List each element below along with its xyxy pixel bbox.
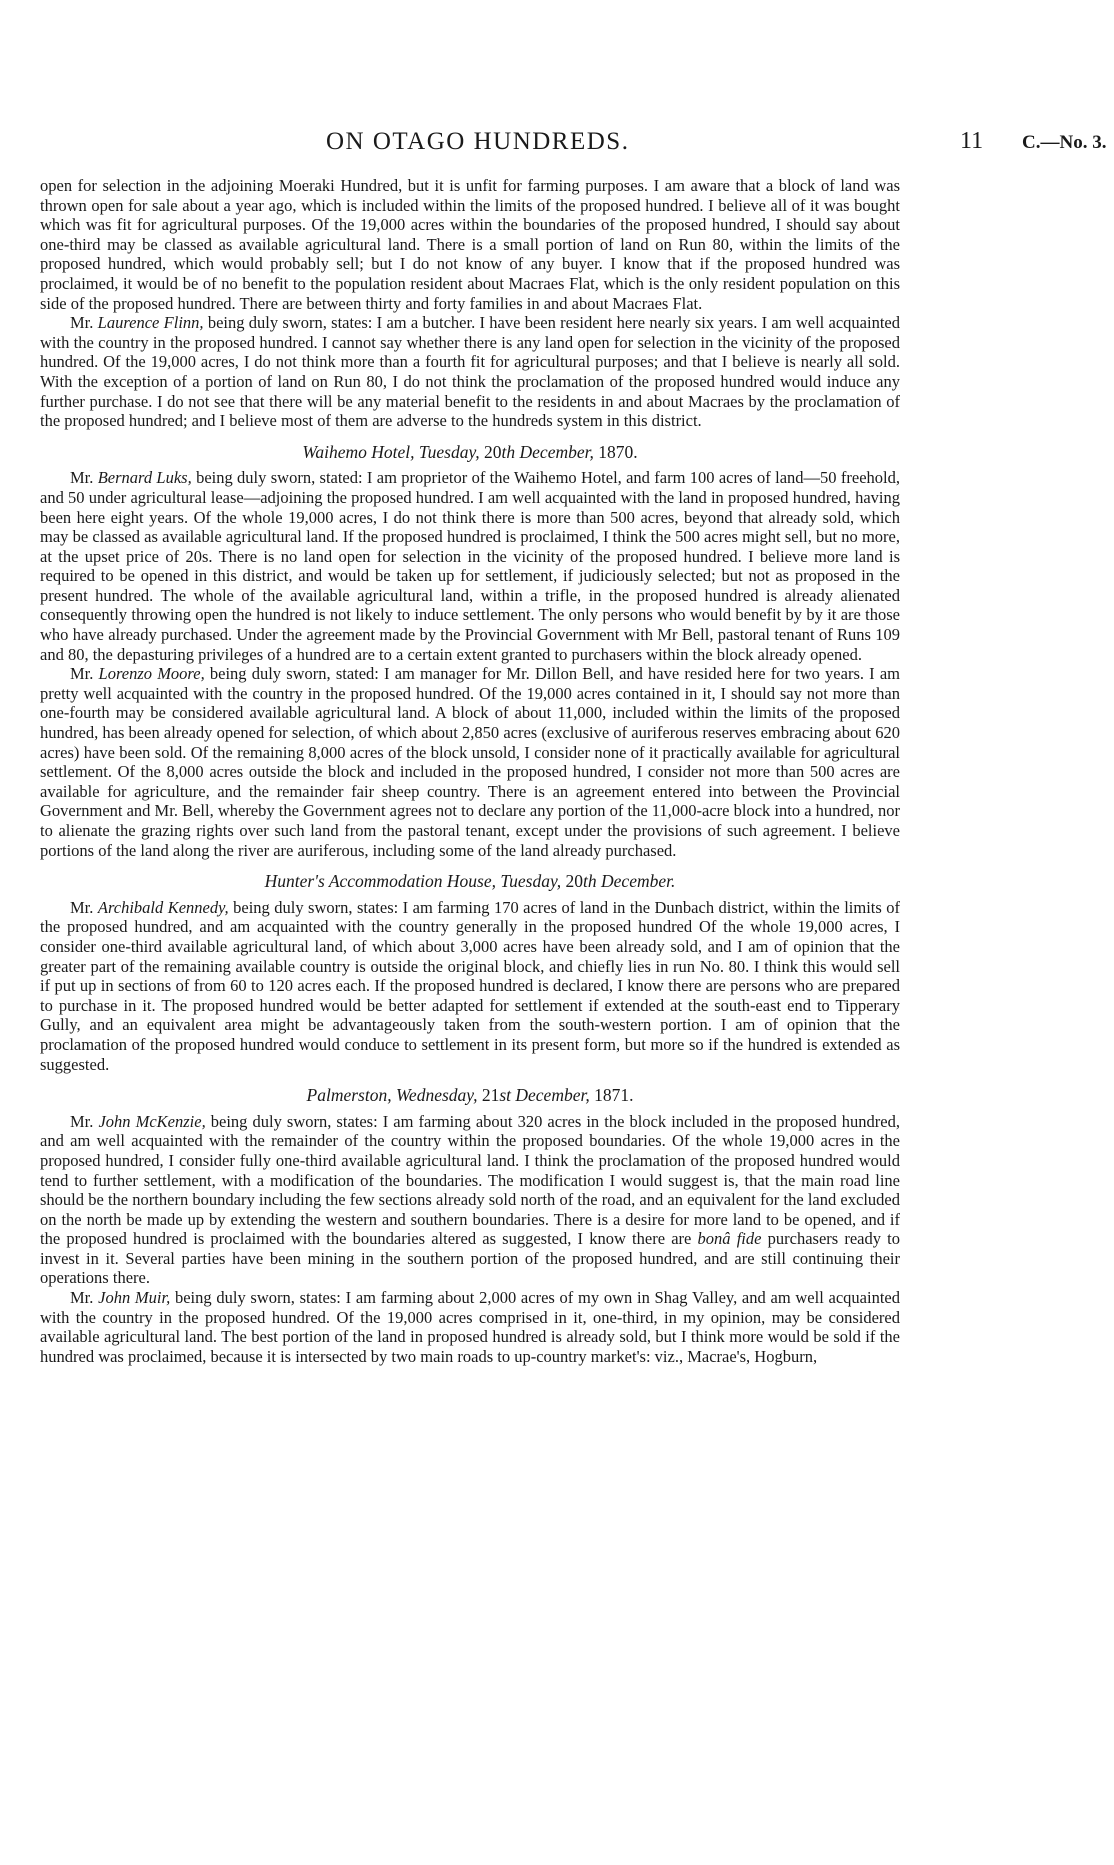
section-heading: Waihemo Hotel, Tuesday, 20th December, 1870. <box>302 441 638 462</box>
paragraph-kennedy: Mr. Archibald Kennedy, being duly sworn, states: I am farming 170 acres of land in the Dunbach district, within the limits of the proposed hundred, and am acquainted with the country generally in the proposed hundred Of the whole 19,000 acres, I consider one-third available agricultural land, of which about 3,000 acres have been already sold, and I am of opinion that the greater part of the remaining available country is outside the original block, and chiefly lies in run No. 80. I think this would sell if put up in sections of from 60 to 120 acres each. If the proposed hundred is declared, I know there are persons who are prepared to purchase in it. The proposed hundred would be better adapted for settlement if extended at the south-east end to Tipperary Gully, and an equivalent area might be advantageously taken from the south-western portion. I am of opinion that the proclamation of the proposed hundred would conduce to settlement in its present form, but more so if the hundred is extended as suggested. <box>40 897 900 1074</box>
latin-phrase: bonâ fide <box>697 1229 762 1249</box>
body-text <box>40 176 900 1366</box>
running-title: ON OTAGO HUNDREDS. <box>326 128 630 155</box>
page-number: 11 <box>960 128 984 154</box>
page-header <box>40 128 1107 164</box>
witness-name: Bernard Luks, <box>97 468 192 488</box>
witness-name: Archibald Kennedy, <box>97 897 229 917</box>
witness-name: Lorenzo Moore, <box>98 664 205 684</box>
document-reference: C.—No. 3. <box>1022 132 1107 153</box>
paragraph-luks: Mr. Bernard Luks, being duly sworn, stated: I am proprietor of the Waihemo Hotel, and farm 100 acres of land—50 freehold, and 50 under agricultural lease—adjoining the proposed hundred. I am well acquainted with the land in proposed hundred, having been here eight years. Of the whole 19,000 acres, I do not think there is more than 500 acres, beyond that already sold, which may be classed as available agricultural land. If the proposed hundred is proclaimed, I think the 500 acres might sell, but no more, at the upset price of 20s. There is no land open for selection in the vicinity of the proposed hundred. I believe more land is required to be opened in this district, and would be taken up for settlement, if judiciously selected; but not as proposed in the present hundred. The whole of the available agricultural land, within a trifle, in the proposed hundred is already alienated consequently throwing open the hundred is not likely to induce settlement. The only persons who would benefit by by it are those who have already purchased. Under the agreement made by the Provincial Government with Mr Bell, pastoral tenant of Runs 109 and 80, the depasturing privileges of a hundred are to a certain extent granted to purchasers within the block already opened. <box>40 468 900 664</box>
paragraph-muir: Mr. John Muir, being duly sworn, states: I am farming about 2,000 acres of my own in Shag Valley, and am well acquainted with the country in the proposed hundred. Of the 19,000 acres comprised in it, one-third, in my opinion, may be considered available agricultural land. The best portion of the land in proposed hundred is already sold, but I think more would be sold if the hundred was proclaimed, because it is intersected by two main roads to up-country market's: viz., Macrae's, Hogburn, <box>40 1288 900 1366</box>
paragraph-flinn: Mr. Laurence Flinn, being duly sworn, states: I am a butcher. I have been resident here nearly six years. I am well acquainted with the country in the proposed hundred. I cannot say whether there is any land open for selection in the vicinity of the proposed hundred. Of the 19,000 acres, I do not think more than a fourth fit for agricultural purposes; and that I believe is nearly all sold. With the exception of a portion of land on Run 80, I do not think the proclamation of the proposed hundred would induce any further purchase. I do not see that there will be any material benefit to the residents in and about Macraes by the proclamation of the proposed hundred; and I believe most of them are adverse to the hundreds system in this district. <box>40 313 900 431</box>
witness-name: John Muir, <box>98 1288 171 1308</box>
section-heading: Hunter's Accommodation House, Tuesday, 20th December. <box>264 871 676 892</box>
witness-name: John McKenzie, <box>98 1111 206 1131</box>
paragraph: open for selection in the adjoining Moeraki Hundred, but it is unfit for farming purposes. I am aware that a block of land was thrown open for sale about a year ago, which is included within the limits of the proposed hundred. I believe all of it was bought which was fit for agricultural purposes. Of the 19,000 acres within the boundaries of the proposed hundred, I should say about one-third may be classed as available agricultural land. There is a small portion of land on Run 80, within the limits of the proposed hundred, which would probably sell; but I do not know of any buyer. I know that if the proposed hundred was proclaimed, it would be of no benefit to the population resident about Macraes Flat, which is the only resident population on this side of the proposed hundred. There are between thirty and forty families in and about Macraes Flat. <box>40 176 900 313</box>
paragraph-moore: Mr. Lorenzo Moore, being duly sworn, stated: I am manager for Mr. Dillon Bell, and have resided here for two years. I am pretty well acquainted with the country in the proposed hundred. Of the 19,000 acres contained in it, I should say not more than one-fourth may be considered available agricultural land. A block of about 11,000, included within the limits of the proposed hundred, has been already opened for selection, of which about 2,850 acres (exclusive of auriferous reserves embracing about 620 acres) have been sold. Of the remaining 8,000 acres of the block unsold, I consider none of it practically available for agricultural settlement. Of the 8,000 acres outside the block and included in the proposed hundred, I consider not more than 500 acres are available for agriculture, and the remainder fair sheep country. There is an agreement entered into between the Provincial Government and Mr. Bell, whereby the Government agrees not to declare any portion of the 11,000-acre block into a hundred, nor to alienate the grazing rights over such land from the pastoral tenant, except under the provisions of such agreement. I believe portions of the land along the river are auriferous, including some of the land already purchased. <box>40 664 900 860</box>
paragraph-mckenzie: Mr. John McKenzie, being duly sworn, states: I am farming about 320 acres in the block included in the proposed hundred, and am well acquainted with the remainder of the country within the proposed boundaries. Of the whole 19,000 acres in the proposed hundred, I consider fully one-third available agricultural land. I think the proclamation of the proposed hundred would tend to further settlement, with a modification of the boundaries. The modification I would suggest is, that the main road line should be the northern boundary including the few sections already sold north of the road, and an equivalent for the land excluded on the north be made up by extending the western and southern boundaries. There is a desire for more land to be opened, and if the proposed hundred is proclaimed with the boundaries altered as suggested, I know there are bonâ fide purchasers ready to invest in it. Several parties have been mining in the southern portion of the proposed hundred, and are still continuing their operations there. <box>40 1111 900 1288</box>
section-heading: Palmerston, Wednesday, 21st December, 1871. <box>306 1085 634 1106</box>
witness-name: Laurence Flinn, <box>97 313 204 333</box>
